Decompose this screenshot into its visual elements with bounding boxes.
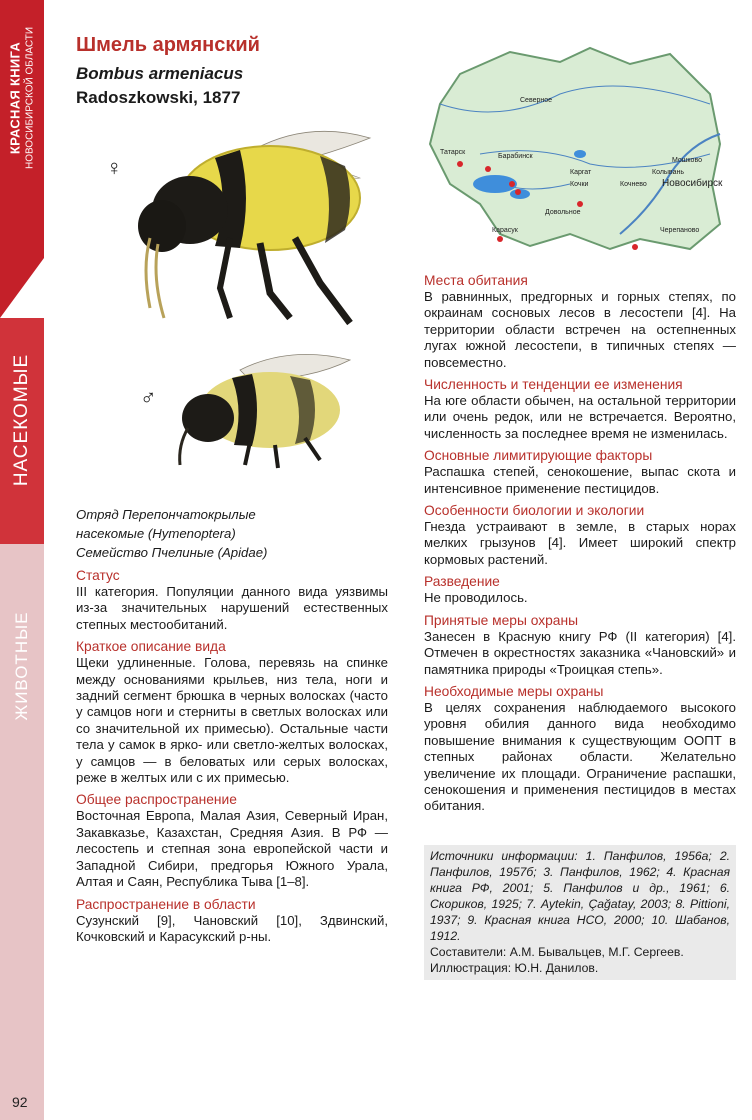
heading-limiting-factors: Основные лимитирующие факторы [424, 448, 653, 464]
map-label: Колывань [652, 169, 684, 176]
heading-general-distribution: Общее распространение [76, 792, 237, 808]
map-label: Новосибирск [662, 178, 723, 189]
text-general-distribution: Восточная Европа, Малая Азия, Северный Иран, Закавказье, Казахстан, Средняя Азия. В РФ — лесостепь и степная зона европейской части и Западной Сибири, предгорья Южного Урала, Алтая и Саян, Республика Тыва [1–8]. [76, 808, 388, 890]
text-biology: Гнезда устраивают в земле, в старых норах мелких грызунов [4]. Имеет широкий спектр кормовых растений. [424, 519, 736, 567]
book-title: КРАСНАЯ КНИГА [7, 41, 23, 155]
species-author: Radoszkowski, 1877 [76, 88, 241, 107]
female-bee-illustration [120, 118, 380, 338]
map-label: Кочки [570, 181, 589, 188]
heading-regional-distribution: Распространение в области [76, 896, 256, 912]
species-title: Шмель армянский [76, 34, 260, 56]
illustrator: Иллюстрация: Ю.Н. Данилов. [430, 961, 599, 975]
male-symbol: ♂ [140, 385, 157, 410]
sources-box [424, 845, 736, 980]
sources-text: Источники информации: 1. Панфилов, 1956а; 2. Панфилов, 1957б; 3. Панфилов, 1962; 4. Красная книга РФ, 2001; 5. Панфилов и др., 1961; 6. Скориков, 1925; 7. Aytekin, Çağatay, 2003; 8. Pittioni, 1937; 9. Красная книга НСО, 2000; 10. Шабанов, 1912. [430, 849, 730, 943]
map-label: Барабинск [498, 153, 533, 160]
distribution-map [420, 34, 738, 264]
map-label: Карасук [492, 227, 518, 234]
text-status: III категория. Популяции данного вида уязвимы из-за значительных нарушений естественных степных местообитаний. [76, 584, 388, 632]
sidebar [0, 0, 44, 1120]
heading-biology: Особенности биологии и экологии [424, 503, 645, 519]
map-label: Мошково [672, 157, 702, 164]
heading-measures-needed: Необходимые меры охраны [424, 683, 604, 699]
heading-breeding: Разведение [424, 574, 500, 590]
text-description: Щеки удлиненные. Голова, перевязь на спинке между основаниями крыльев, низ тела, ноги и задний сегмент брюшка в черных волосках (часто у самцов ноги и стерниты в светлых волосках или со значительной их примесью). Остальные части тела у самок в ярко- или светло-желтых волосках, у самцов — в беловатых или серых волосках, реже в желтых или с их примесью. [76, 655, 388, 786]
book-region: НОВОСИБИРСКОЙ ОБЛАСТИ [24, 26, 36, 170]
taxonomy-order-line1: Отряд Перепончатокрылые [76, 507, 256, 522]
latin-name: Bombus armeniacus [76, 64, 244, 83]
taxonomy-family: Семейство Пчелиные (Apidae) [76, 545, 268, 560]
map-label: Черепаново [660, 227, 700, 234]
heading-description: Краткое описание вида [76, 639, 226, 655]
female-symbol: ♀ [106, 155, 123, 180]
left-column [76, 505, 388, 945]
kingdom-label: ЖИВОТНЫЕ [12, 611, 31, 721]
text-limiting-factors: Распашка степей, сенокошение, выпас скота и интенсивное применение пестицидов. [424, 464, 736, 496]
heading-habitat: Места обитания [424, 273, 528, 288]
compilers: Составители: А.М. Бывальцев, М.Г. Сергеев. [430, 945, 684, 959]
heading-population: Численность и тенденции ее изменения [424, 377, 683, 393]
text-habitat: В равнинных, предгорных и горных степях, по окраинам сосновых лесов в лесостепи [4]. На территории области встречен на остепненных лугах южной лесостепи, в типичных степях — повсеместно. [424, 289, 736, 370]
text-measures-needed: В целях сохранения наблюдаемого высокого уровня обилия данного вида необходимо повышение внимания к существующим ООПТ в степных районах области. Желательно увеличение их площади. Ограничение распашки, сенокошения и применения пестицидов в местах обитания. [424, 699, 736, 814]
map-label: Каргат [570, 169, 592, 176]
taxonomy-order-line2: насекомые (Hymenoptera) [76, 526, 236, 541]
text-breeding: Не проводилось. [424, 590, 528, 606]
sidebar-wedge [0, 258, 44, 318]
text-population: На юге области обычен, на остальной территории или очень редок, или не встречается. Вероятно, численность за последнее время не изменилась. [424, 393, 736, 441]
text-regional-distribution: Сузунский [9], Чановский [10], Здвинский, Кочковский и Карасукский р-ны. [76, 912, 388, 944]
map-label: Довольное [545, 209, 581, 216]
map-label: Кочнево [620, 181, 647, 188]
heading-status: Статус [76, 568, 120, 583]
map-label: Татарск [440, 149, 466, 156]
text-measures-taken: Занесен в Красную книгу РФ (II категория) [4]. Отмечен в окрестностях заказника «Чановский» и памятника природы «Троицкая степь». [424, 628, 736, 677]
right-column [424, 272, 736, 815]
section-label: НАСЕКОМЫЕ [11, 353, 32, 487]
male-bee-illustration [160, 350, 360, 475]
map-label: Северное [520, 97, 553, 104]
heading-measures-taken: Принятые меры охраны [424, 612, 579, 628]
page-number: 92 [12, 1094, 28, 1110]
